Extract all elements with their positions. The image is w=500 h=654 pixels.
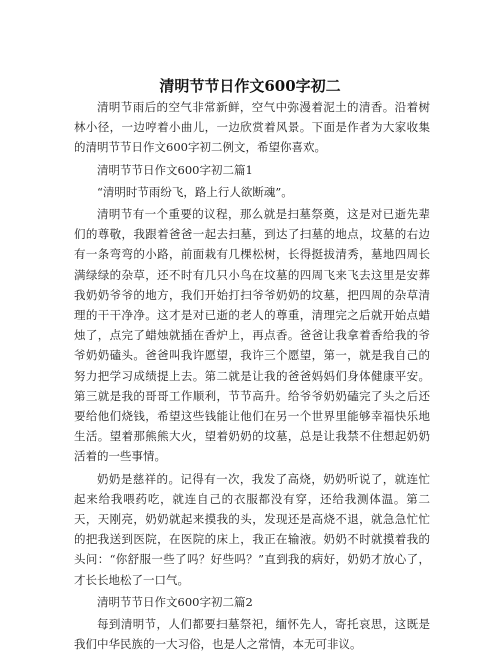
quote-paragraph: “清明时节雨纷飞，路上行人欲断魂”。 [97, 184, 293, 199]
body-paragraph: 奶奶是慈祥的。记得有一次，我发了高烧，奶奶听说了，就连忙起来给我喂药吃，就连自己的衣服都没有穿，还给我测体温。第二天，天刚亮，奶奶就起来摸我的头，发现还是高烧不退，就急急忙忙的把我送到医院，在医院的床上，我正在输液。奶奶不时就摸着我的头问：“你舒服一些了吗？好些吗？”直到我的病好，奶奶才放心了，才长长地松了一口气。 [74, 471, 430, 587]
document-body [74, 97, 430, 654]
section-heading-2: 清明节节日作文600字初二篇2 [97, 594, 253, 609]
document-title: 清明节节日作文600字初二 [159, 77, 341, 95]
body-paragraph: 清明节有一个重要的议程，那么就是扫墓祭奠，这是对已逝先辈们的尊敬，我跟着爸爸一起去扫墓，到达了扫墓的地点，坟墓的右边有一条弯弯的小路，前面栽有几棵松树，长得挺拔清秀，墓地四周长满绿绿的杂草，还不时有几只小鸟在坟墓的四周飞来飞去这里是安葬我奶奶爷爷的地方，我们开始打扫爷爷奶奶的坟墓，把四周的杂草清理的干干净净。这才是对已逝的老人的尊重，清理完之后就开始点蜡烛了，点完了蜡烛就插在香炉上，再点香。爸爸让我拿着香给我的爷爷奶奶磕头。爸爸叫我许愿望，我许三个愿望，第一，就是我自己的努力把学习成绩提上去。第二就是让我的爸爸妈妈们身体健康平安。第三就是我的哥哥工作顺利，节节高升。给爷爷奶奶磕完了头之后还要给他们烧钱，希望这些钱能让他们在另一个世界里能够幸福快乐地生活。望着那熊熊大火，望着奶奶的坟墓，总是让我禁不住想起奶奶活着的一些事情。 [74, 207, 430, 464]
section-heading-1: 清明节节日作文600字初二篇1 [97, 162, 253, 177]
intro-paragraph: 清明节雨后的空气非常新鲜，空气中弥漫着泥土的清香。沿着树林小径，一边哼着小曲儿，一边欣赏着风景。下面是作者为大家收集的清明节节日作文600字初二例文，希望你喜欢。 [74, 100, 430, 155]
body-paragraph: 每到清明节，人们都要扫墓祭祀，缅怀先人，寄托哀思，这既是我们中华民族的一大习俗，也是人之常情，本无可非议。 [74, 617, 430, 652]
